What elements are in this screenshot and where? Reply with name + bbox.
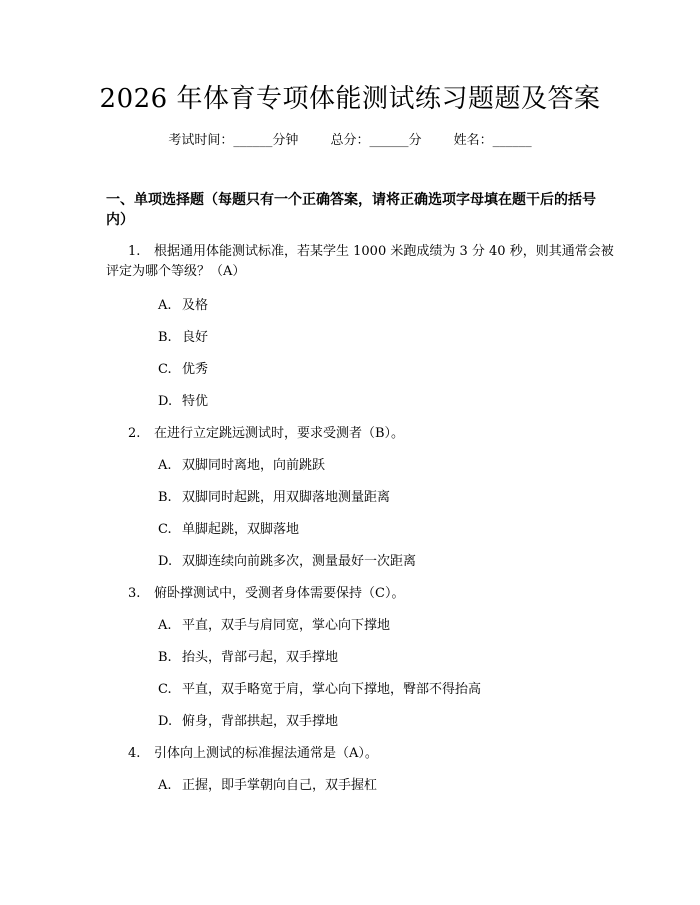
option-text: 双脚连续向前跳多次，测量最好一次距离 — [182, 554, 417, 569]
option-text: 平直，双手与肩同宽，掌心向下撑地 — [182, 618, 391, 633]
option-text: 正握，即手掌朝向自己，双手握杠 — [182, 778, 378, 793]
question-stem: 在进行立定跳远测试时，要求受测者（B）。 — [154, 426, 405, 441]
option-item — [158, 328, 208, 348]
question-2 — [106, 424, 616, 444]
option-letter: D. — [158, 394, 173, 409]
question-stem: 俯卧撑测试中，受测者身体需要保持（C）。 — [154, 586, 405, 601]
exam-meta — [0, 131, 700, 151]
option-text: 特优 — [182, 394, 209, 409]
option-text: 双脚同时起跳，用双脚落地测量距离 — [182, 490, 391, 505]
option-text: 良好 — [182, 330, 209, 345]
option-item — [158, 648, 338, 668]
option-text: 平直，双手略宽于肩，掌心向下撑地，臀部不得抬高 — [182, 682, 482, 697]
option-letter: A. — [158, 618, 172, 633]
option-item — [158, 712, 338, 732]
question-1 — [106, 242, 616, 282]
option-letter: D. — [158, 554, 173, 569]
question-number: 3. — [128, 586, 141, 601]
exam-time-field: 考试时间：______分钟 — [168, 133, 299, 148]
option-item — [158, 520, 299, 540]
question-stem: 引体向上测试的标准握法通常是（A）。 — [154, 746, 378, 761]
option-item — [158, 392, 208, 412]
option-letter: B. — [158, 650, 172, 665]
option-text: 抬头，背部弓起，双手撑地 — [182, 650, 339, 665]
option-item — [158, 296, 208, 316]
student-name-field: 姓名：______ — [453, 133, 532, 148]
document-title: 2026 年体育专项体能测试练习题题及答案 — [99, 84, 601, 114]
option-letter: D. — [158, 714, 173, 729]
option-letter: A. — [158, 778, 172, 793]
option-item — [158, 616, 390, 636]
option-item — [158, 360, 208, 380]
option-letter: C. — [158, 522, 172, 537]
option-item — [158, 552, 416, 572]
option-letter: B. — [158, 490, 172, 505]
option-text: 优秀 — [182, 362, 209, 377]
option-letter: A. — [158, 298, 172, 313]
total-score-field: 总分：______分 — [330, 133, 422, 148]
option-letter: C. — [158, 682, 172, 697]
section-heading: 一、单项选择题（每题只有一个正确答案，请将正确选项字母填在题干后的括号内） — [106, 192, 596, 228]
option-text: 双脚同时离地，向前跳跃 — [182, 458, 326, 473]
question-3 — [106, 584, 616, 604]
option-text: 俯身，背部拱起，双手撑地 — [182, 714, 339, 729]
option-text: 单脚起跳，双脚落地 — [182, 522, 300, 537]
option-item — [158, 456, 325, 476]
option-letter: A. — [158, 458, 172, 473]
option-text: 及格 — [182, 298, 209, 313]
question-number: 2. — [128, 426, 141, 441]
option-item — [158, 488, 390, 508]
option-letter: C. — [158, 362, 172, 377]
question-number: 1. — [128, 244, 141, 259]
option-item — [158, 776, 377, 796]
question-4 — [106, 744, 616, 764]
question-stem: 根据通用体能测试标准，若某学生 1000 米跑成绩为 3 分 40 秒，则其通常会被评定为哪个等级？（A） — [106, 244, 614, 279]
option-item — [158, 680, 481, 700]
question-number: 4. — [128, 746, 141, 761]
option-letter: B. — [158, 330, 172, 345]
